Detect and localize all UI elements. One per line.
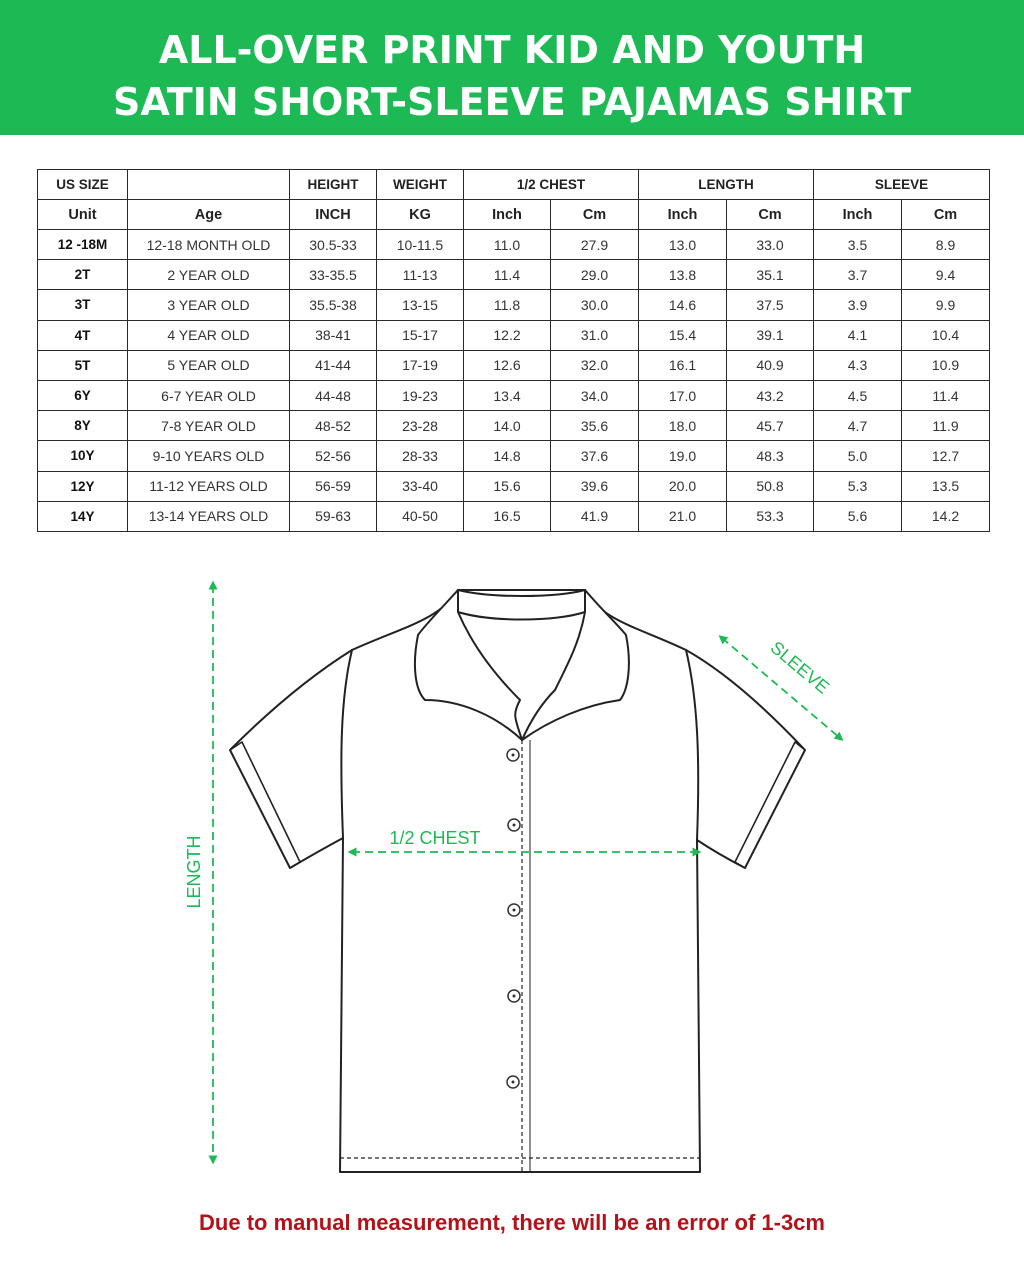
- table-cell: 16.1: [639, 350, 727, 380]
- table-cell: 39.6: [551, 471, 639, 501]
- table-cell: 9.9: [902, 290, 990, 320]
- table-cell: 6-7 YEAR OLD: [128, 380, 290, 410]
- shirt-measurement-diagram: [0, 540, 1024, 1200]
- table-cell: 15.4: [639, 320, 727, 350]
- unit-cell: Cm: [727, 200, 814, 230]
- header-cell: 1/2 CHEST: [464, 170, 639, 200]
- table-row: [38, 320, 990, 350]
- table-cell: 4.5: [814, 380, 902, 410]
- table-cell: 3 YEAR OLD: [128, 290, 290, 320]
- table-cell: 17.0: [639, 380, 727, 410]
- table-cell: 12.2: [464, 320, 551, 350]
- size-cell: 14Y: [38, 501, 128, 531]
- table-cell: 43.2: [727, 380, 814, 410]
- table-cell: 21.0: [639, 501, 727, 531]
- table-cell: 13.5: [902, 471, 990, 501]
- size-cell: 3T: [38, 290, 128, 320]
- table-cell: 59-63: [290, 501, 377, 531]
- table-cell: 41-44: [290, 350, 377, 380]
- unit-cell: Inch: [464, 200, 551, 230]
- table-cell: 10.9: [902, 350, 990, 380]
- table-cell: 17-19: [377, 350, 464, 380]
- table-cell: 20.0: [639, 471, 727, 501]
- sleeve-label: SLEEVE: [766, 637, 834, 698]
- table-cell: 29.0: [551, 260, 639, 290]
- table-row: [38, 230, 990, 260]
- table-cell: 9.4: [902, 260, 990, 290]
- table-cell: 31.0: [551, 320, 639, 350]
- table-row: [38, 411, 990, 441]
- table-cell: 4.1: [814, 320, 902, 350]
- table-cell: 14.6: [639, 290, 727, 320]
- size-cell: 12Y: [38, 471, 128, 501]
- table-cell: 56-59: [290, 471, 377, 501]
- table-header-row: [38, 170, 990, 200]
- table-unit-row: [38, 200, 990, 230]
- table-cell: 13.0: [639, 230, 727, 260]
- table-cell: 10.4: [902, 320, 990, 350]
- table-cell: 3.7: [814, 260, 902, 290]
- table-cell: 4.3: [814, 350, 902, 380]
- title-line-2: SATIN SHORT-SLEEVE PAJAMAS SHIRT: [112, 80, 912, 124]
- unit-cell: INCH: [290, 200, 377, 230]
- unit-cell: Age: [128, 200, 290, 230]
- table-cell: 32.0: [551, 350, 639, 380]
- table-cell: 10-11.5: [377, 230, 464, 260]
- table-cell: 13.8: [639, 260, 727, 290]
- table-cell: 4.7: [814, 411, 902, 441]
- length-label: LENGTH: [184, 835, 204, 909]
- table-cell: 41.9: [551, 501, 639, 531]
- table-cell: 37.6: [551, 441, 639, 471]
- table-cell: 5.6: [814, 501, 902, 531]
- table-cell: 9-10 YEARS OLD: [128, 441, 290, 471]
- table-cell: 23-28: [377, 411, 464, 441]
- table-cell: 5.3: [814, 471, 902, 501]
- header-cell: WEIGHT: [377, 170, 464, 200]
- table-cell: 33-40: [377, 471, 464, 501]
- header-cell: [128, 170, 290, 200]
- unit-cell: Inch: [639, 200, 727, 230]
- table-cell: 48-52: [290, 411, 377, 441]
- unit-cell: KG: [377, 200, 464, 230]
- table-row: [38, 441, 990, 471]
- table-cell: 28-33: [377, 441, 464, 471]
- size-cell: 10Y: [38, 441, 128, 471]
- table-cell: 48.3: [727, 441, 814, 471]
- table-cell: 12.6: [464, 350, 551, 380]
- table-cell: 35.6: [551, 411, 639, 441]
- table-cell: 16.5: [464, 501, 551, 531]
- table-row: [38, 471, 990, 501]
- table-cell: 18.0: [639, 411, 727, 441]
- table-row: [38, 290, 990, 320]
- unit-cell: Cm: [902, 200, 990, 230]
- table-cell: 19.0: [639, 441, 727, 471]
- table-cell: 11.4: [464, 260, 551, 290]
- table-cell: 5.0: [814, 441, 902, 471]
- table-cell: 30.0: [551, 290, 639, 320]
- table-row: [38, 350, 990, 380]
- table-cell: 11.8: [464, 290, 551, 320]
- table-row: [38, 260, 990, 290]
- size-cell: 4T: [38, 320, 128, 350]
- header-cell: SLEEVE: [814, 170, 990, 200]
- table-cell: 3.9: [814, 290, 902, 320]
- table-cell: 8.9: [902, 230, 990, 260]
- table-cell: 11.4: [902, 380, 990, 410]
- table-cell: 37.5: [727, 290, 814, 320]
- table-cell: 14.0: [464, 411, 551, 441]
- size-cell: 2T: [38, 260, 128, 290]
- table-cell: 15.6: [464, 471, 551, 501]
- table-cell: 39.1: [727, 320, 814, 350]
- table-cell: 14.8: [464, 441, 551, 471]
- table-cell: 30.5-33: [290, 230, 377, 260]
- size-chart-table: [37, 169, 990, 532]
- header-cell: HEIGHT: [290, 170, 377, 200]
- table-cell: 19-23: [377, 380, 464, 410]
- table-cell: 7-8 YEAR OLD: [128, 411, 290, 441]
- table-cell: 40-50: [377, 501, 464, 531]
- table-cell: 40.9: [727, 350, 814, 380]
- header-cell: LENGTH: [639, 170, 814, 200]
- table-cell: 44-48: [290, 380, 377, 410]
- table-cell: 13-15: [377, 290, 464, 320]
- table-cell: 2 YEAR OLD: [128, 260, 290, 290]
- table-cell: 15-17: [377, 320, 464, 350]
- size-cell: 6Y: [38, 380, 128, 410]
- table-cell: 50.8: [727, 471, 814, 501]
- table-cell: 33.0: [727, 230, 814, 260]
- table-cell: 4 YEAR OLD: [128, 320, 290, 350]
- table-cell: 38-41: [290, 320, 377, 350]
- measurement-note: Due to manual measurement, there will be an error of 1-3cm: [199, 1210, 825, 1235]
- table-cell: 11.9: [902, 411, 990, 441]
- table-cell: 3.5: [814, 230, 902, 260]
- table-cell: 12-18 MONTH OLD: [128, 230, 290, 260]
- table-cell: 13-14 YEARS OLD: [128, 501, 290, 531]
- size-cell: 5T: [38, 350, 128, 380]
- table-row: [38, 380, 990, 410]
- table-cell: 13.4: [464, 380, 551, 410]
- size-cell: 12 -18M: [38, 230, 128, 260]
- unit-cell: Inch: [814, 200, 902, 230]
- chest-label: 1/2 CHEST: [389, 828, 481, 848]
- table-cell: 11.0: [464, 230, 551, 260]
- table-cell: 11-13: [377, 260, 464, 290]
- table-cell: 12.7: [902, 441, 990, 471]
- table-row: [38, 501, 990, 531]
- title-line-1: ALL-OVER PRINT KID AND YOUTH: [158, 28, 866, 72]
- size-cell: 8Y: [38, 411, 128, 441]
- table-cell: 45.7: [727, 411, 814, 441]
- table-cell: 53.3: [727, 501, 814, 531]
- unit-cell: Cm: [551, 200, 639, 230]
- table-body: [38, 230, 990, 532]
- table-cell: 52-56: [290, 441, 377, 471]
- table-cell: 14.2: [902, 501, 990, 531]
- table-cell: 5 YEAR OLD: [128, 350, 290, 380]
- table-cell: 34.0: [551, 380, 639, 410]
- table-cell: 35.1: [727, 260, 814, 290]
- table-cell: 11-12 YEARS OLD: [128, 471, 290, 501]
- title-banner: [0, 0, 1024, 135]
- header-cell: US SIZE: [38, 170, 128, 200]
- table-cell: 35.5-38: [290, 290, 377, 320]
- table-cell: 27.9: [551, 230, 639, 260]
- table-cell: 33-35.5: [290, 260, 377, 290]
- unit-cell: Unit: [38, 200, 128, 230]
